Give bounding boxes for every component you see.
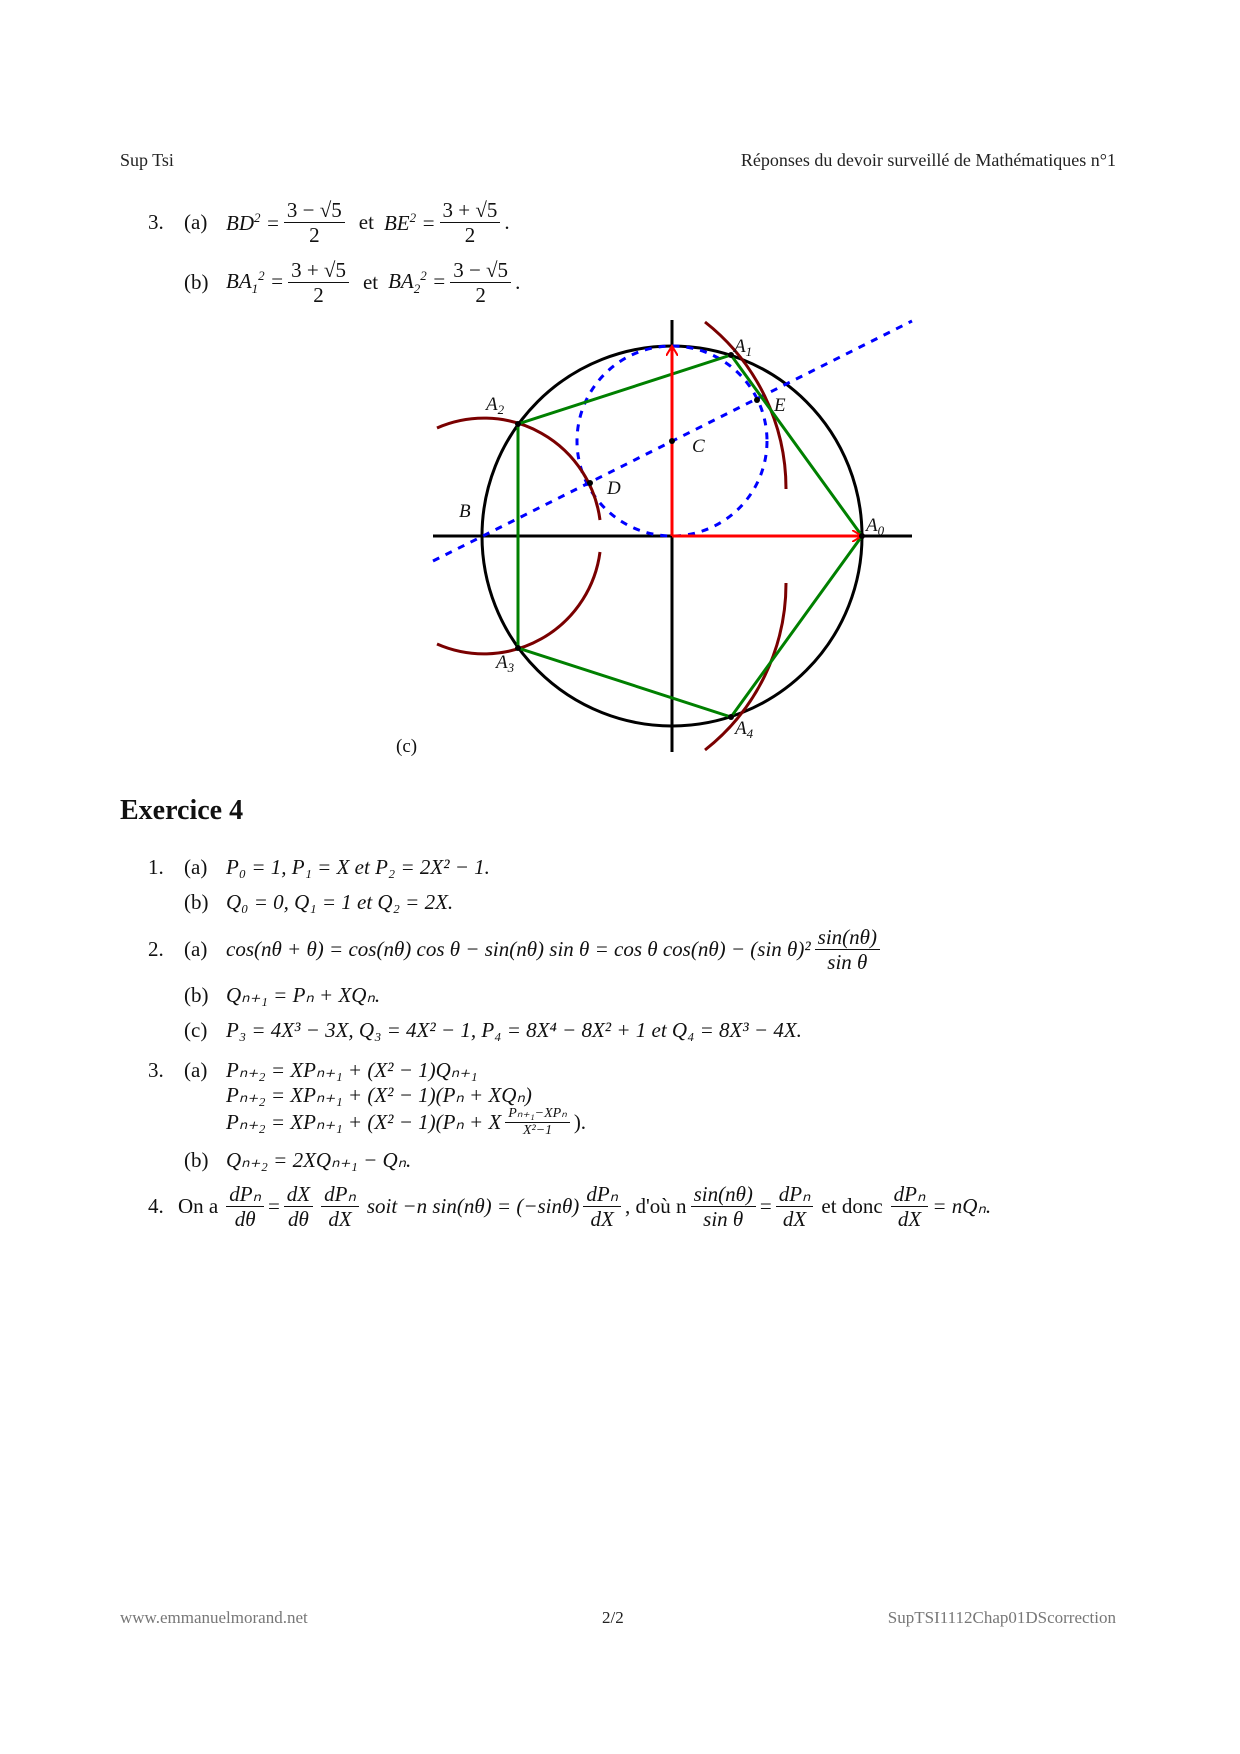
- label-a0: $A_0$: [866, 515, 885, 538]
- ex4-num-3: 3.: [148, 1058, 164, 1082]
- ex4-3a-frac: $\frac{\text{Pₙ₊₁−XPₙ}}{\text{X²−1}}$: [505, 1106, 570, 1139]
- ex4-num-4: 4.: [148, 1194, 164, 1219]
- ex4-2b: [184, 983, 380, 1008]
- ex4-1b-text: Q₀ = 0, Q₁ = 1 et Q₂ = 2X.: [226, 890, 454, 914]
- point-a2: [515, 421, 521, 427]
- label-a1: $A_1$: [734, 336, 753, 359]
- ex4-3a-line3: Pₙ₊₂ = XPₙ₊₁ + (X² − 1)(Pₙ + X: [226, 1110, 502, 1135]
- q3b-label: (b): [184, 270, 209, 295]
- ex4-2a-frac: $\frac{\sin(n\theta)}{\text{sin θ}}$: [815, 925, 880, 974]
- ex4-4-frac6: $\frac{\text{dPₙ}}{dX}$: [776, 1182, 814, 1231]
- ex4-1a-text: P₀ = 1, P₁ = X et P₂ = 2X² − 1.: [226, 855, 490, 879]
- q3a-lhs1: $BD^2$ =: [226, 209, 280, 235]
- q3a-lhs2: $BE^2$ =: [383, 209, 436, 235]
- point-d: [587, 480, 593, 486]
- header-left: Sup Tsi: [120, 150, 174, 170]
- ex4-4-mid: soit −n sin(nθ) = (−sinθ): [366, 1194, 580, 1219]
- label-e: E: [774, 395, 786, 416]
- ex4-4-frac7: $\frac{\text{dPₙ}}{dX}$: [891, 1182, 929, 1231]
- q3a-frac1: $\frac{3 - √5}{2}$: [284, 198, 345, 247]
- ex4-2a-label: (a): [184, 937, 208, 962]
- point-a3: [515, 645, 521, 651]
- ex4-4-frac4: $\frac{\text{dPₙ}}{dX}$: [583, 1182, 621, 1231]
- ex4-2c-text: P₃ = 4X³ − 3X, Q₃ = 4X² − 1, P₄ = 8X⁴ − 8X² + 1 et Q₄ = 8X³ − 4X.: [226, 1018, 802, 1042]
- q3b-et: et: [362, 270, 379, 295]
- ex4-3a-line1: Pₙ₊₂ = XPₙ₊₁ + (X² − 1)Qₙ₊₁: [226, 1058, 478, 1082]
- ex4-num-2: 2.: [148, 937, 164, 962]
- ex4-3b-label: (b): [184, 1148, 209, 1172]
- ex4-2c-label: (c): [184, 1018, 208, 1042]
- ex4-4: 4. On a $\frac{\text{dPₙ}}{d\theta}$ = $\frac{dX}{d\theta}$ $\frac{\text{dPₙ}}{dX}$ soit −n sin(nθ) = (−sinθ) $\frac{\text{dPₙ}}{dX}$ , d'où n $\frac{\sin(n\theta)}{\text{sin θ}}$ = $\frac{\text{dPₙ}}{dX}$ et donc $\frac{\text{dPₙ}}{dX}$ = nQₙ.: [148, 1182, 992, 1232]
- point-c: [669, 438, 675, 444]
- footer-filename: SupTSI1112Chap01DScorrection: [887, 1608, 1116, 1627]
- label-b: B: [459, 501, 471, 522]
- ex4-3a-l1: [148, 1058, 478, 1083]
- ex4-4-frac1: $\frac{\text{dPₙ}}{d\theta}$: [226, 1182, 264, 1231]
- pentagon-construction-figure: [0, 0, 1240, 800]
- ex4-3b: [184, 1148, 411, 1173]
- label-c: C: [692, 436, 705, 457]
- ex4-4-prefix: On a: [178, 1194, 219, 1219]
- ex4-1a: [148, 855, 490, 880]
- q3a-et: et: [358, 210, 374, 235]
- label-a4: $A_4$: [735, 718, 754, 741]
- point-a0: [859, 533, 865, 539]
- ex4-4-frac3: $\frac{\text{dPₙ}}{dX}$: [321, 1182, 359, 1231]
- q3b-lhs2: $BA_2^2$ =: [388, 268, 447, 297]
- ex4-2b-label: (b): [184, 983, 209, 1007]
- ex4-3a-line3-end: ).: [573, 1110, 587, 1135]
- ex4-4-frac5: $\frac{\sin(n\theta)}{\text{sin θ}}$: [691, 1182, 756, 1231]
- ex4-1a-label: (a): [184, 855, 208, 879]
- ex4-2c: [184, 1018, 802, 1043]
- ex4-3b-text: Qₙ₊₂ = 2XQₙ₊₁ − Qₙ.: [226, 1148, 412, 1172]
- point-e: [754, 397, 760, 403]
- label-a3: $A_3$: [496, 652, 515, 675]
- label-d: D: [607, 478, 621, 499]
- ex4-2b-text: Qₙ₊₁ = Pₙ + XQₙ.: [226, 983, 381, 1007]
- ex4-4-dou: , d'où n: [625, 1194, 687, 1219]
- ex4-4-frac2: $\frac{dX}{d\theta}$: [284, 1182, 313, 1231]
- ex4-4-end: = nQₙ.: [932, 1194, 992, 1219]
- q3c-label: (c): [396, 736, 418, 757]
- q3b-frac1: $\frac{3 + √5}{2}$: [288, 258, 349, 307]
- q3b-lhs1: $BA_1^2$ =: [226, 268, 285, 297]
- ex4-3a-l2: [226, 1083, 532, 1108]
- q3b-line: (b) $BA_1^2$ = $\frac{3 + √5}{2}$ et $BA_2^2$ = $\frac{3 - √5}{2}$ .: [184, 258, 521, 308]
- ex4-num-1: 1.: [148, 855, 164, 879]
- ex4-4-etdonc: et donc: [821, 1194, 883, 1219]
- exercise4-title: Exercice 4: [120, 795, 244, 826]
- ex4-3a-l3: [226, 1106, 586, 1139]
- ex4-2a-text: cos(nθ + θ) = cos(nθ) cos θ − sin(nθ) sin θ = cos θ cos(nθ) − (sin θ)²: [226, 937, 811, 962]
- q3-number: 3.: [148, 210, 164, 235]
- footer-website: www.emmanuelmorand.net: [120, 1608, 308, 1627]
- q3a-label: (a): [184, 210, 208, 235]
- ex4-2a: [148, 925, 884, 974]
- footer-page-number: 2/2: [602, 1608, 624, 1627]
- header-right: Réponses du devoir surveillé de Mathématiques n°1: [740, 150, 1116, 170]
- ex4-3a-label: (a): [184, 1058, 208, 1082]
- ex4-3a-line2: Pₙ₊₂ = XPₙ₊₁ + (X² − 1)(Pₙ + XQₙ): [226, 1083, 532, 1107]
- q3b-frac2: $\frac{3 - √5}{2}$: [450, 258, 511, 307]
- label-a2: $A_2$: [486, 394, 505, 417]
- ex4-1b-label: (b): [184, 890, 209, 914]
- q3a-line: 3. (a) $BD^2$ = $\frac{3 - √5}{2}$ et $BE^2$ = $\frac{3 + √5}{2}$ .: [148, 198, 510, 248]
- q3a-frac2: $\frac{3 + √5}{2}$: [440, 198, 501, 247]
- ex4-1b: [184, 890, 453, 915]
- point-a4: [728, 714, 734, 720]
